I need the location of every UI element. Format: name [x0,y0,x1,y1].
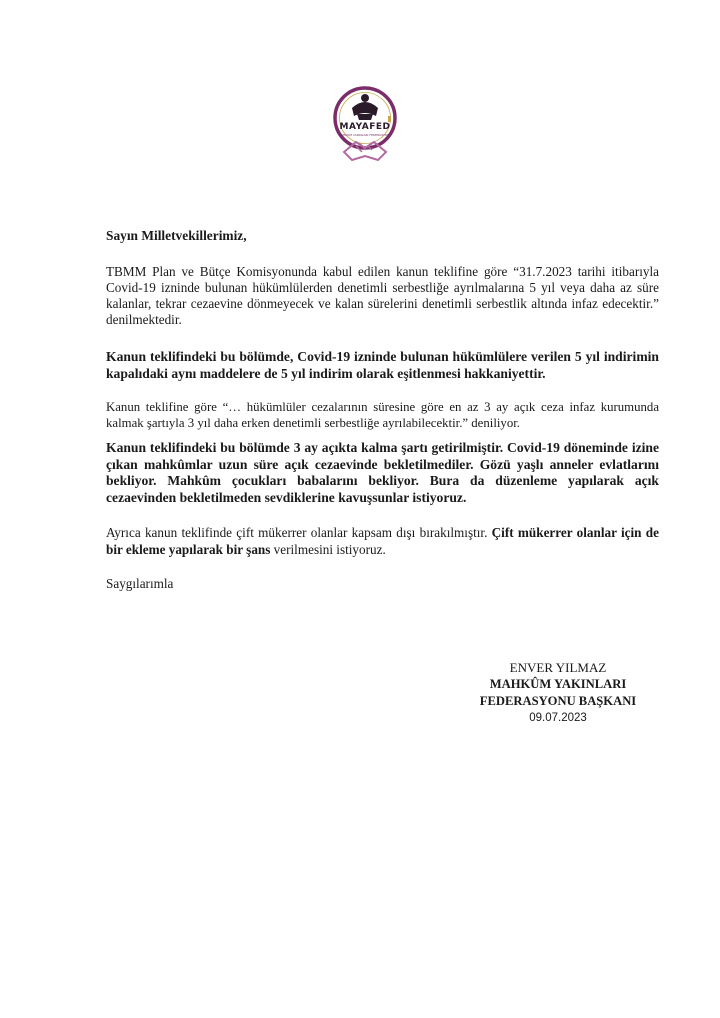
closing: Saygılarımla [106,576,174,591]
signatory-title-line-2: FEDERASYONU BAŞKANI [479,694,637,708]
signatory-title-line-1: MAHKÛM YAKINLARI [489,677,627,691]
logo-subtitle: MAHKÛM YAKINLARI FEDERASYONU [338,133,392,137]
logo-name: MAYAFED [339,122,391,132]
paragraph-5 [106,524,659,558]
paragraph-1: TBMM Plan ve Bütçe Komisyonunda kabul edilen kanun teklifine göre “31.7.2023 tarihi itibarıyla Covid-19 izninde bulunan hükümlülerden denetimli serbestliğe ayrılmalarına 5 yıl veya daha az süre kalanlar, tekrar cezaevine dönmeyecek ve kalan sürelerini denetimli serbestlik altında infaz edecektir.” denilmektedir. [106,264,659,327]
paragraph-2: Kanun teklifindeki bu bölümde, Covid-19 izninde bulunan hükümlülere verilen 5 yıl indirimin kapalıdaki aynı maddelere de 5 yıl indirim olarak eşitlenmesi hakkaniyettir. [106,349,659,381]
signatory-name: ENVER YILMAZ [509,660,607,675]
letter-date: 09.07.2023 [529,712,587,724]
greeting: Sayın Milletvekillerimiz, [106,228,247,243]
paragraph-5-part-b: Çift mükerrer olanlar için de bir ekleme yapılarak bir şans [106,525,659,557]
paragraph-5-part-c: verilmesini istiyoruz. [270,542,386,557]
signature-block [468,660,648,726]
mayafed-logo [326,86,404,170]
paragraph-5-part-a: Ayrıca kanun teklifinde çift mükerrer olanlar kapsam dışı bırakılmıştır. [106,525,492,540]
paragraph-3: Kanun teklifine göre “… hükümlüler cezalarının süresine göre en az 3 ay açık ceza infaz kurumunda kalmak şartıyla 3 yıl daha erken denetimli serbestliğe ayrılabilecektir.” deniliyor. [106,400,659,430]
paragraph-4: Kanun teklifindeki bu bölümde 3 ay açıkta kalma şartı getirilmiştir. Covid-19 döneminde izine çıkan mahkûmlar uzun süre açık cezaevinde bekletilmediler. Gözü yaşlı anneler evlatlarını bekliyor. Mahkûm çocukları babalarını bekliyor. Bura da düzenleme yapılarak açık cezaevinden bekletilmeden sevdiklerine kavuşsunlar istiyoruz. [106,440,659,505]
